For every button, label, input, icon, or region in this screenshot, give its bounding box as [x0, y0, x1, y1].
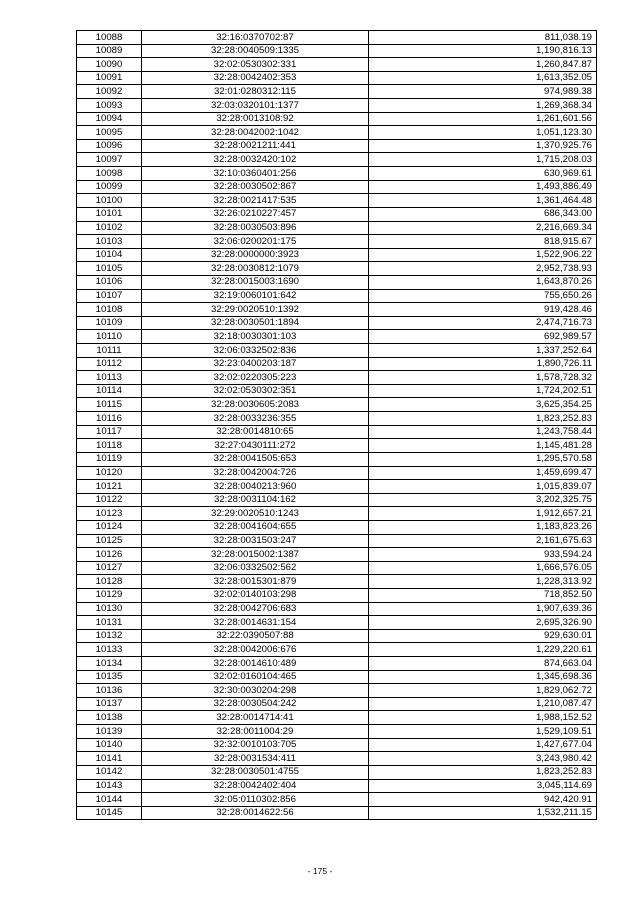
row-amount-cell: 1,493,886.49	[369, 180, 597, 194]
row-reference-cell: 32:06:0332502:562	[142, 561, 369, 575]
row-reference-cell: 32:02:0530302:351	[142, 384, 369, 398]
table-row	[77, 534, 597, 548]
row-amount-cell: 1,715,208.03	[369, 153, 597, 167]
table-row	[77, 71, 597, 85]
table-row	[77, 670, 597, 684]
row-amount-cell: 1,823,252.83	[369, 765, 597, 779]
table-row	[77, 806, 597, 820]
row-id-cell: 10109	[77, 316, 142, 330]
row-amount-cell: 1,988,152.52	[369, 711, 597, 725]
row-id-cell: 10126	[77, 548, 142, 562]
row-id-cell: 10092	[77, 85, 142, 99]
row-id-cell: 10134	[77, 657, 142, 671]
row-id-cell: 10098	[77, 167, 142, 181]
table-row	[77, 398, 597, 412]
row-amount-cell: 3,045,114.69	[369, 779, 597, 793]
row-amount-cell: 718,852.50	[369, 588, 597, 602]
row-amount-cell: 2,952,738.93	[369, 262, 597, 276]
row-reference-cell: 32:28:0030504:242	[142, 697, 369, 711]
row-id-cell: 10106	[77, 275, 142, 289]
row-amount-cell: 919,428.46	[369, 303, 597, 317]
row-id-cell: 10145	[77, 806, 142, 820]
row-reference-cell: 32:28:0015301:879	[142, 575, 369, 589]
row-reference-cell: 32:22:0390507:88	[142, 629, 369, 643]
row-id-cell: 10140	[77, 738, 142, 752]
row-reference-cell: 32:28:0040509:1335	[142, 44, 369, 58]
table-row	[77, 765, 597, 779]
table-row	[77, 752, 597, 766]
row-id-cell: 10115	[77, 398, 142, 412]
row-reference-cell: 32:28:0042402:353	[142, 71, 369, 85]
row-id-cell: 10102	[77, 221, 142, 235]
table-row	[77, 180, 597, 194]
table-row	[77, 548, 597, 562]
row-amount-cell: 1,724,202.51	[369, 384, 597, 398]
row-amount-cell: 974,989.38	[369, 85, 597, 99]
row-amount-cell: 630,969.61	[369, 167, 597, 181]
row-reference-cell: 32:26:0210227:457	[142, 207, 369, 221]
row-reference-cell: 32:32:0010103:705	[142, 738, 369, 752]
row-reference-cell: 32:28:0040213:960	[142, 480, 369, 494]
row-id-cell: 10113	[77, 371, 142, 385]
table-row	[77, 480, 597, 494]
row-reference-cell: 32:16:0370702:87	[142, 31, 369, 45]
row-id-cell: 10105	[77, 262, 142, 276]
table-row	[77, 657, 597, 671]
row-id-cell: 10091	[77, 71, 142, 85]
row-id-cell: 10097	[77, 153, 142, 167]
row-reference-cell: 32:02:0160104:465	[142, 670, 369, 684]
row-id-cell: 10112	[77, 357, 142, 371]
row-amount-cell: 1,912,657.21	[369, 507, 597, 521]
row-id-cell: 10144	[77, 793, 142, 807]
row-id-cell: 10089	[77, 44, 142, 58]
row-id-cell: 10127	[77, 561, 142, 575]
row-id-cell: 10094	[77, 112, 142, 126]
row-amount-cell: 1,643,870.26	[369, 275, 597, 289]
row-id-cell: 10101	[77, 207, 142, 221]
row-reference-cell: 32:28:0015003:1690	[142, 275, 369, 289]
row-amount-cell: 1,890,726.11	[369, 357, 597, 371]
table-row	[77, 575, 597, 589]
row-reference-cell: 32:28:0042706:683	[142, 602, 369, 616]
row-amount-cell: 2,474,716.73	[369, 316, 597, 330]
table-row	[77, 44, 597, 58]
row-reference-cell: 32:28:0014714:41	[142, 711, 369, 725]
row-amount-cell: 755,650.26	[369, 289, 597, 303]
row-id-cell: 10135	[77, 670, 142, 684]
row-amount-cell: 1,529,109.51	[369, 725, 597, 739]
table-row	[77, 316, 597, 330]
row-reference-cell: 32:28:0033236:355	[142, 412, 369, 426]
row-reference-cell: 32:06:0332502:836	[142, 344, 369, 358]
table-row	[77, 602, 597, 616]
row-id-cell: 10093	[77, 99, 142, 113]
row-reference-cell: 32:02:0220305:223	[142, 371, 369, 385]
row-amount-cell: 2,216,669.34	[369, 221, 597, 235]
row-id-cell: 10111	[77, 344, 142, 358]
row-reference-cell: 32:28:0021417:535	[142, 194, 369, 208]
table-row	[77, 561, 597, 575]
row-amount-cell: 1,459,699.47	[369, 466, 597, 480]
table-row	[77, 289, 597, 303]
row-amount-cell: 1,522,906.22	[369, 248, 597, 262]
row-id-cell: 10114	[77, 384, 142, 398]
row-id-cell: 10119	[77, 452, 142, 466]
row-reference-cell: 32:01:0280312:115	[142, 85, 369, 99]
row-amount-cell: 874,663.04	[369, 657, 597, 671]
row-id-cell: 10131	[77, 616, 142, 630]
row-reference-cell: 32:28:0042402:404	[142, 779, 369, 793]
row-amount-cell: 1,243,758.44	[369, 425, 597, 439]
table-row	[77, 629, 597, 643]
table-row	[77, 330, 597, 344]
row-amount-cell: 1,260,847.87	[369, 58, 597, 72]
row-amount-cell: 1,578,728.32	[369, 371, 597, 385]
row-amount-cell: 3,625,354.25	[369, 398, 597, 412]
row-amount-cell: 1,295,570.58	[369, 452, 597, 466]
row-amount-cell: 1,829,062.72	[369, 684, 597, 698]
row-id-cell: 10138	[77, 711, 142, 725]
row-reference-cell: 32:18:0030301:103	[142, 330, 369, 344]
row-amount-cell: 3,243,980.42	[369, 752, 597, 766]
table-row	[77, 153, 597, 167]
row-id-cell: 10107	[77, 289, 142, 303]
row-amount-cell: 1,183,823.26	[369, 520, 597, 534]
table-row	[77, 507, 597, 521]
row-reference-cell: 32:28:0014810:65	[142, 425, 369, 439]
row-reference-cell: 32:30:0030204:298	[142, 684, 369, 698]
row-reference-cell: 32:19:0060101:642	[142, 289, 369, 303]
row-reference-cell: 32:03:0320101:1377	[142, 99, 369, 113]
table-row	[77, 711, 597, 725]
row-reference-cell: 32:29:0020510:1243	[142, 507, 369, 521]
data-table	[76, 30, 597, 820]
row-id-cell: 10128	[77, 575, 142, 589]
row-amount-cell: 1,229,220.61	[369, 643, 597, 657]
row-id-cell: 10122	[77, 493, 142, 507]
row-reference-cell: 32:29:0020510:1392	[142, 303, 369, 317]
row-reference-cell: 32:28:0030502:867	[142, 180, 369, 194]
row-id-cell: 10143	[77, 779, 142, 793]
table-row	[77, 221, 597, 235]
row-id-cell: 10142	[77, 765, 142, 779]
row-id-cell: 10137	[77, 697, 142, 711]
table-row	[77, 275, 597, 289]
row-reference-cell: 32:28:0014631:154	[142, 616, 369, 630]
page-number: - 175 -	[307, 866, 333, 876]
table-row	[77, 588, 597, 602]
row-reference-cell: 32:28:0000000:3923	[142, 248, 369, 262]
row-amount-cell: 692,989.57	[369, 330, 597, 344]
table-row	[77, 99, 597, 113]
row-id-cell: 10090	[77, 58, 142, 72]
row-id-cell: 10123	[77, 507, 142, 521]
table-row	[77, 738, 597, 752]
row-id-cell: 10141	[77, 752, 142, 766]
table-row	[77, 58, 597, 72]
row-id-cell: 10132	[77, 629, 142, 643]
row-amount-cell: 1,427,677.04	[369, 738, 597, 752]
row-id-cell: 10103	[77, 235, 142, 249]
row-id-cell: 10116	[77, 412, 142, 426]
table-row	[77, 262, 597, 276]
row-reference-cell: 32:28:0041505:653	[142, 452, 369, 466]
table-row	[77, 167, 597, 181]
row-amount-cell: 2,695,326.90	[369, 616, 597, 630]
row-reference-cell: 32:28:0030501:1894	[142, 316, 369, 330]
table-row	[77, 235, 597, 249]
row-amount-cell: 1,823,252.83	[369, 412, 597, 426]
row-amount-cell: 1,666,576.05	[369, 561, 597, 575]
row-reference-cell: 32:23:0400203:187	[142, 357, 369, 371]
row-reference-cell: 32:02:0530302:331	[142, 58, 369, 72]
row-reference-cell: 32:28:0031104:162	[142, 493, 369, 507]
row-reference-cell: 32:28:0021211:441	[142, 139, 369, 153]
table-row	[77, 357, 597, 371]
row-id-cell: 10118	[77, 439, 142, 453]
row-reference-cell: 32:28:0030503:896	[142, 221, 369, 235]
row-amount-cell: 942,420.91	[369, 793, 597, 807]
row-amount-cell: 929,630.01	[369, 629, 597, 643]
row-reference-cell: 32:28:0030605:2083	[142, 398, 369, 412]
table-row	[77, 112, 597, 126]
row-amount-cell: 1,228,313.92	[369, 575, 597, 589]
row-reference-cell: 32:28:0015002:1387	[142, 548, 369, 562]
row-id-cell: 10088	[77, 31, 142, 45]
table-row	[77, 493, 597, 507]
row-id-cell: 10130	[77, 602, 142, 616]
table-row	[77, 139, 597, 153]
row-amount-cell: 1,532,211.15	[369, 806, 597, 820]
row-id-cell: 10121	[77, 480, 142, 494]
row-amount-cell: 1,337,252.64	[369, 344, 597, 358]
table-row	[77, 616, 597, 630]
table-row	[77, 439, 597, 453]
row-amount-cell: 1,345,698.36	[369, 670, 597, 684]
row-amount-cell: 1,269,368.34	[369, 99, 597, 113]
row-reference-cell: 32:28:0011004:29	[142, 725, 369, 739]
row-id-cell: 10108	[77, 303, 142, 317]
row-amount-cell: 1,907,639.36	[369, 602, 597, 616]
table-row	[77, 31, 597, 45]
row-amount-cell: 1,361,464.48	[369, 194, 597, 208]
table-body	[77, 31, 597, 820]
row-id-cell: 10104	[77, 248, 142, 262]
row-reference-cell: 32:28:0014610:489	[142, 657, 369, 671]
table-row	[77, 194, 597, 208]
table-row	[77, 725, 597, 739]
table-row	[77, 85, 597, 99]
table-row	[77, 412, 597, 426]
row-amount-cell: 1,613,352.05	[369, 71, 597, 85]
table-row	[77, 643, 597, 657]
table-row	[77, 779, 597, 793]
table-row	[77, 207, 597, 221]
table-row	[77, 425, 597, 439]
row-amount-cell: 1,190,816.13	[369, 44, 597, 58]
row-amount-cell: 933,594.24	[369, 548, 597, 562]
row-amount-cell: 686,343.00	[369, 207, 597, 221]
row-reference-cell: 32:05:0110302:856	[142, 793, 369, 807]
row-id-cell: 10120	[77, 466, 142, 480]
table-row	[77, 384, 597, 398]
row-id-cell: 10129	[77, 588, 142, 602]
row-reference-cell: 32:28:0030501:4755	[142, 765, 369, 779]
row-id-cell: 10133	[77, 643, 142, 657]
row-reference-cell: 32:28:0041604:655	[142, 520, 369, 534]
row-reference-cell: 32:28:0013108:92	[142, 112, 369, 126]
table-row	[77, 371, 597, 385]
row-reference-cell: 32:02:0140103:298	[142, 588, 369, 602]
row-id-cell: 10099	[77, 180, 142, 194]
row-reference-cell: 32:28:0042006:676	[142, 643, 369, 657]
row-reference-cell: 32:28:0014622:56	[142, 806, 369, 820]
row-reference-cell: 32:06:0200201:175	[142, 235, 369, 249]
table-row	[77, 303, 597, 317]
table-row	[77, 126, 597, 140]
row-reference-cell: 32:28:0030812:1079	[142, 262, 369, 276]
table-row	[77, 248, 597, 262]
row-id-cell: 10136	[77, 684, 142, 698]
row-id-cell: 10124	[77, 520, 142, 534]
row-amount-cell: 811,038.19	[369, 31, 597, 45]
table-row	[77, 520, 597, 534]
row-reference-cell: 32:28:0042002:1042	[142, 126, 369, 140]
row-amount-cell: 1,145,481.28	[369, 439, 597, 453]
row-id-cell: 10100	[77, 194, 142, 208]
row-amount-cell: 1,015,839.07	[369, 480, 597, 494]
row-amount-cell: 3,202,325.75	[369, 493, 597, 507]
row-id-cell: 10117	[77, 425, 142, 439]
row-amount-cell: 1,261,601.56	[369, 112, 597, 126]
table-row	[77, 466, 597, 480]
row-amount-cell: 1,051,123.30	[369, 126, 597, 140]
row-amount-cell: 2,161,675.63	[369, 534, 597, 548]
table-row	[77, 344, 597, 358]
row-reference-cell: 32:10:0360401:256	[142, 167, 369, 181]
table-row	[77, 793, 597, 807]
row-id-cell: 10095	[77, 126, 142, 140]
row-reference-cell: 32:28:0031534:411	[142, 752, 369, 766]
document-page	[76, 30, 597, 820]
row-reference-cell: 32:28:0031503:247	[142, 534, 369, 548]
row-id-cell: 10139	[77, 725, 142, 739]
row-reference-cell: 32:28:0042004:726	[142, 466, 369, 480]
row-id-cell: 10110	[77, 330, 142, 344]
row-id-cell: 10096	[77, 139, 142, 153]
row-reference-cell: 32:27:0430111:272	[142, 439, 369, 453]
row-id-cell: 10125	[77, 534, 142, 548]
row-amount-cell: 1,210,087.47	[369, 697, 597, 711]
row-amount-cell: 1,370,925.76	[369, 139, 597, 153]
table-row	[77, 452, 597, 466]
row-reference-cell: 32:28:0032420:102	[142, 153, 369, 167]
row-amount-cell: 818,915.67	[369, 235, 597, 249]
table-row	[77, 697, 597, 711]
table-row	[77, 684, 597, 698]
